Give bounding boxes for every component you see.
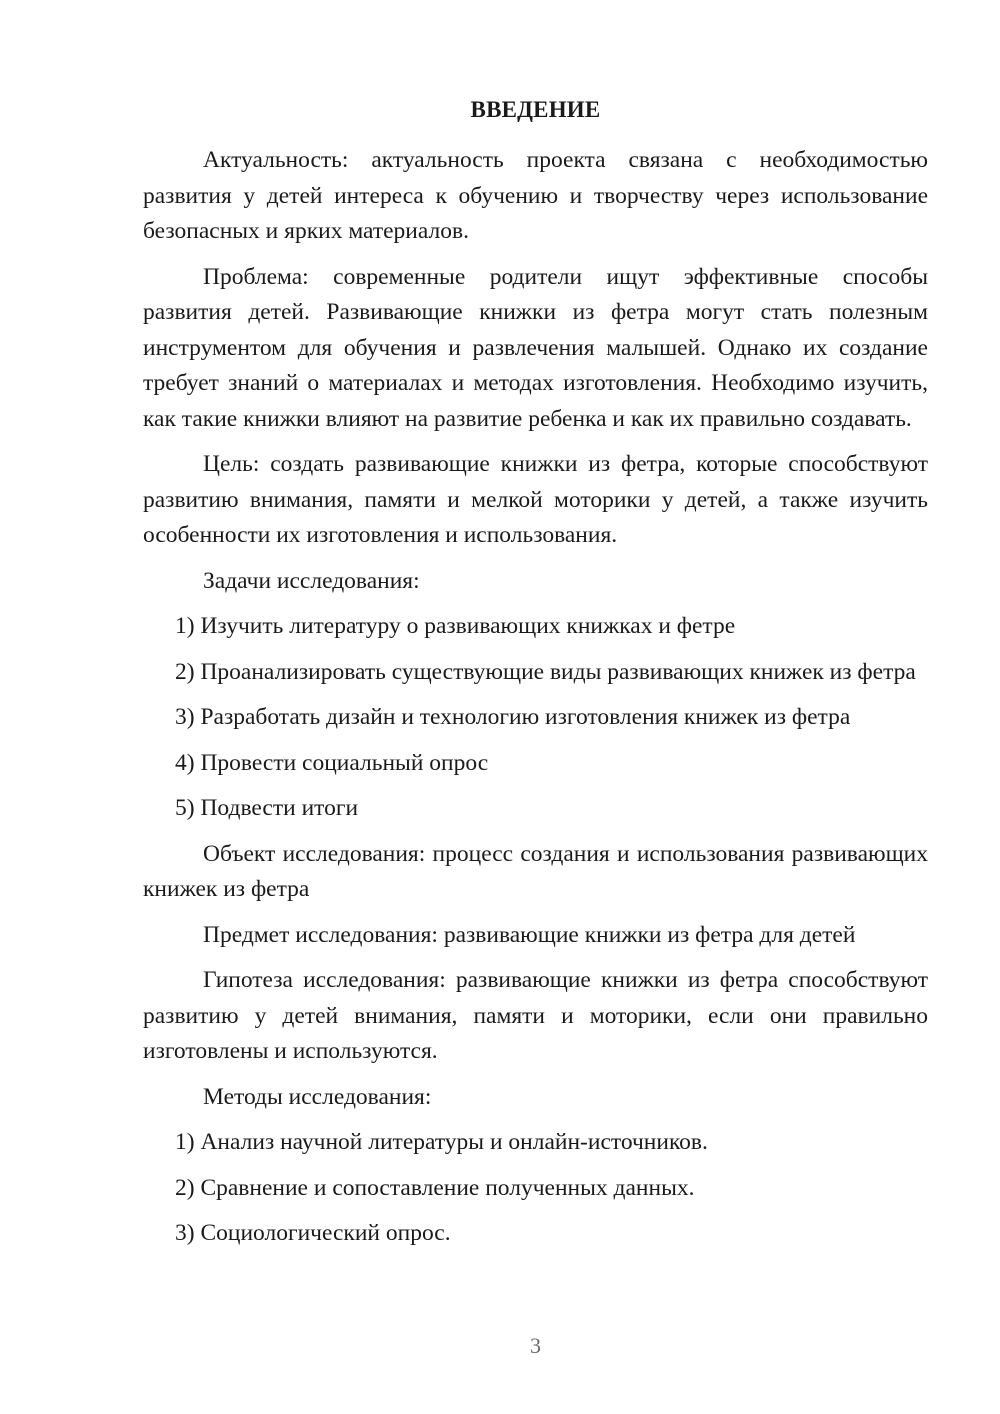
paragraph-subject: Предмет исследования: развивающие книжки из фетра для детей bbox=[203, 921, 856, 948]
paragraph-tasks-heading: Задачи исследования: bbox=[203, 567, 420, 594]
paragraph-goal: Цель: создать развивающие книжки из фетра, которые способствуют развитию внимания, памяти и мелкой моторики у детей, а также изучить особенности их изготовления и использования. bbox=[143, 451, 928, 548]
list-item-method-1: 1) Анализ научной литературы и онлайн-источников. bbox=[175, 1129, 708, 1155]
paragraph-relevance: Актуальность: актуальность проекта связана с необходимостью развития у детей интереса к обучению и творчеству через использование безопасных и ярких материалов. bbox=[143, 147, 928, 244]
paragraph-object: Объект исследования: процесс создания и использования развивающих книжек из фетра bbox=[143, 840, 928, 902]
list-item-task-2: 2) Проанализировать существующие виды развивающих книжек из фетра bbox=[175, 658, 916, 685]
list-item-task-4: 4) Провести социальный опрос bbox=[175, 749, 489, 776]
list-item-task-5: 5) Подвести итоги bbox=[175, 795, 359, 821]
body-text bbox=[143, 143, 928, 1262]
list-item-method-2: 2) Сравнение и сопоставление полученных данных. bbox=[175, 1174, 695, 1201]
paragraph-hypothesis: Гипотеза исследования: развивающие книжки из фетра способствуют развитию у детей внимания, памяти и моторики, если они правильно изготовлены и используются. bbox=[143, 967, 928, 1064]
section-heading: ВВЕДЕНИЕ bbox=[470, 97, 601, 122]
list-item-task-3: 3) Разработать дизайн и технологию изготовления книжек из фетра bbox=[175, 704, 851, 730]
list-item-task-1: 1) Изучить литературу о развивающих книжках и фетре bbox=[175, 613, 736, 639]
paragraph-methods-heading: Методы исследования: bbox=[203, 1083, 432, 1110]
list-item-method-3: 3) Социологический опрос. bbox=[175, 1220, 451, 1246]
page-number: 3 bbox=[530, 1333, 541, 1358]
paragraph-problem: Проблема: современные родители ищут эффективные способы развития детей. Развивающие книжки из фетра могут стать полезным инструментом для обучения и развлечения малышей. Однако их создание требует знаний о материалах и методах изготовления. Необходимо изучить, как такие книжки влияют на развитие ребенка и как их правильно создавать. bbox=[143, 263, 928, 432]
